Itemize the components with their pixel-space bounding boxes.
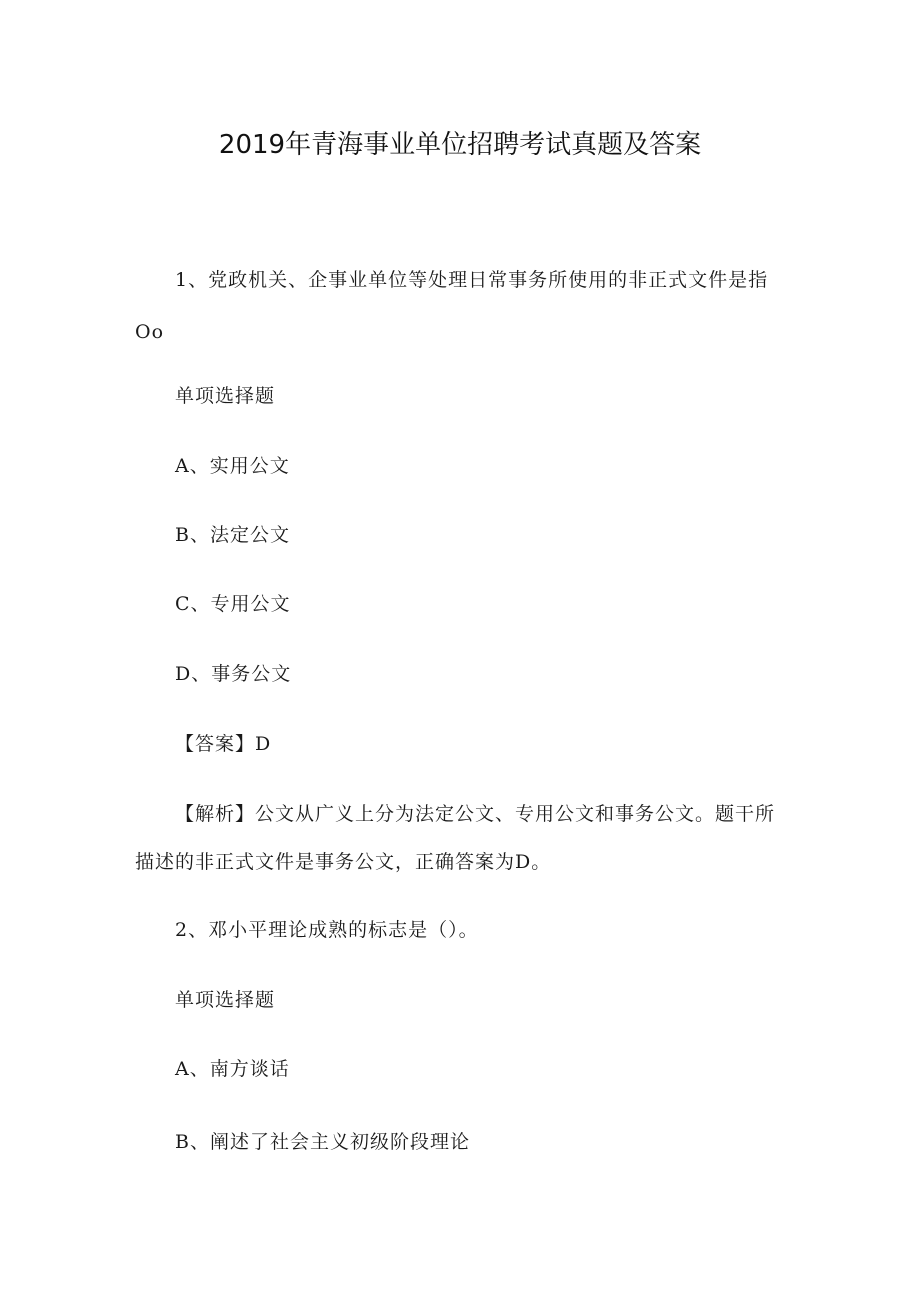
question-2-type: 单项选择题 <box>175 989 276 1011</box>
question-1-stem-line-2: Oo <box>135 321 165 343</box>
document-title: 2019年青海事业单位招聘考试真题及答案 <box>218 130 702 160</box>
question-2-stem: 2、邓小平理论成熟的标志是（）。 <box>175 919 479 941</box>
question-1-answer: 【答案】D <box>175 733 272 755</box>
question-1-option-b: B、法定公文 <box>175 524 290 546</box>
question-1-type: 单项选择题 <box>175 385 276 407</box>
question-2-option-a: A、南方谈话 <box>175 1058 290 1080</box>
question-1-option-a: A、实用公文 <box>175 455 290 477</box>
question-1-analysis-line-2: 描述的非正式文件是事务公文，正确答案为D。 <box>135 851 552 873</box>
question-1-stem-line-1: 1、党政机关、企事业单位等处理日常事务所使用的非正式文件是指 <box>175 269 769 291</box>
question-1-option-c: C、专用公文 <box>175 593 291 615</box>
question-1-analysis-line-1: 【解析】公文从广义上分为法定公文、专用公文和事务公文。题干所 <box>175 803 776 825</box>
question-2-option-b: B、阐述了社会主义初级阶段理论 <box>175 1131 470 1153</box>
question-1-option-d: D、事务公文 <box>175 663 292 685</box>
